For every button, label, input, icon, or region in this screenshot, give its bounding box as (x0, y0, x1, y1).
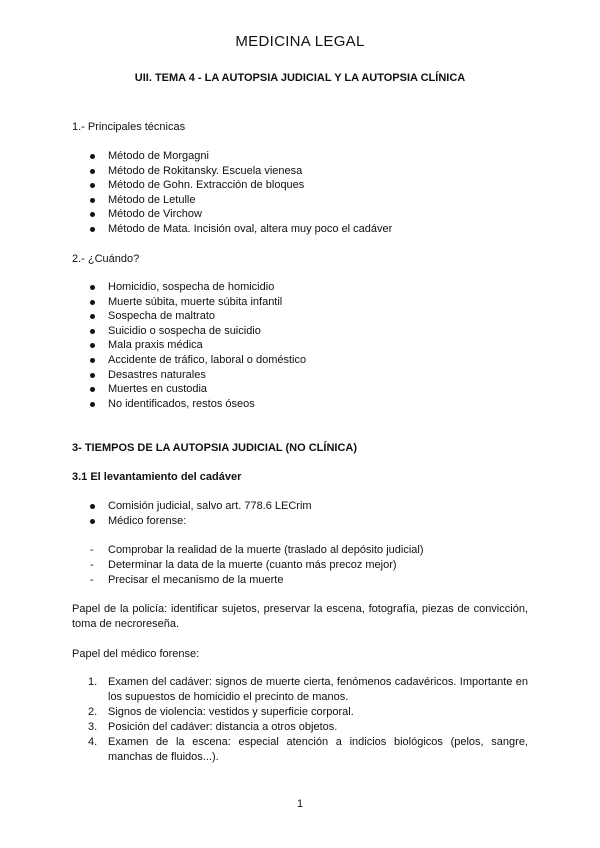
list-item: Método de Gohn. Extracción de bloques (88, 178, 392, 193)
list-item: Muerte súbita, muerte súbita infantil (88, 295, 306, 310)
list-item: 2. Signos de violencia: vestidos y superficie corporal. (88, 706, 354, 718)
section1-list (88, 149, 392, 237)
list-item: Desastres naturales (88, 368, 306, 383)
policia-paragraph: Papel de la policía: identificar sujetos, preservar la escena, fotografía, piezas de convicción, toma de necroreseña. (72, 603, 528, 630)
list-item: - Comprobar la realidad de la muerte (traslado al depósito judicial) (90, 544, 424, 556)
bullet-icon (90, 358, 95, 363)
list-item: Mala praxis médica (88, 338, 306, 353)
bullet-icon (90, 300, 95, 305)
list-item: Método de Virchow (88, 207, 392, 222)
list-item: No identificados, restos óseos (88, 397, 306, 412)
list-item: Suicidio o sospecha de suicidio (88, 324, 306, 339)
page-number: 1 (296, 798, 304, 810)
bullet-icon (90, 373, 95, 378)
list-item: Método de Rokitansky. Escuela vienesa (88, 164, 392, 179)
list-item: Médico forense: (88, 514, 312, 529)
section3-dashes (88, 543, 424, 588)
list-item: Método de Mata. Incisión oval, altera muy poco el cadáver (88, 222, 392, 237)
list-item: 4. Examen de la escena: especial atención a indicios biológicos (pelos, sangre, manchas de fluidos...). (88, 736, 528, 763)
bullet-icon (90, 227, 95, 232)
section3-heading: 3- TIEMPOS DE LA AUTOPSIA JUDICIAL (NO CLÍNICA) (72, 442, 357, 454)
list-item: - Precisar el mecanismo de la muerte (90, 574, 284, 586)
list-item: Método de Letulle (88, 193, 392, 208)
list-item: Método de Morgagni (88, 149, 392, 164)
bullet-icon (90, 198, 95, 203)
list-item: 1. Examen del cadáver: signos de muerte cierta, fenómenos cadavéricos. Importante en los supuestos de homicidio el precinto de manos. (88, 676, 528, 703)
forense-intro: Papel del médico forense: (72, 648, 200, 660)
dash-marker: - (90, 559, 94, 571)
bullet-icon (90, 154, 95, 159)
bullet-icon (90, 183, 95, 188)
section3-subheading: 3.1 El levantamiento del cadáver (72, 471, 242, 483)
section2-heading: 2.- ¿Cuándo? (72, 253, 140, 265)
bullet-icon (90, 387, 95, 392)
section1-heading: 1.- Principales técnicas (72, 121, 186, 133)
bullet-icon (90, 504, 95, 509)
list-item: - Determinar la data de la muerte (cuanto más precoz mejor) (90, 559, 397, 571)
section2-list (88, 280, 306, 411)
bullet-icon (90, 329, 95, 334)
bullet-icon (90, 314, 95, 319)
dash-marker: - (90, 574, 94, 586)
list-item: Comisión judicial, salvo art. 778.6 LECrim (88, 499, 312, 514)
bullet-icon (90, 519, 95, 524)
list-item: Accidente de tráfico, laboral o doméstico (88, 353, 306, 368)
list-item: Muertes en custodia (88, 382, 306, 397)
forense-numbered-list (88, 675, 528, 765)
bullet-icon (90, 402, 95, 407)
section3-bullets (88, 499, 312, 528)
document-title: MEDICINA LEGAL (235, 33, 365, 50)
document-subtitle: UII. TEMA 4 - LA AUTOPSIA JUDICIAL Y LA AUTOPSIA CLÍNICA (134, 72, 466, 84)
list-item: Homicidio, sospecha de homicidio (88, 280, 306, 295)
bullet-icon (90, 169, 95, 174)
list-item: 3. Posición del cadáver: distancia a otros objetos. (88, 721, 338, 733)
bullet-icon (90, 212, 95, 217)
dash-marker: - (90, 544, 94, 556)
bullet-icon (90, 285, 95, 290)
bullet-icon (90, 343, 95, 348)
list-item: Sospecha de maltrato (88, 309, 306, 324)
